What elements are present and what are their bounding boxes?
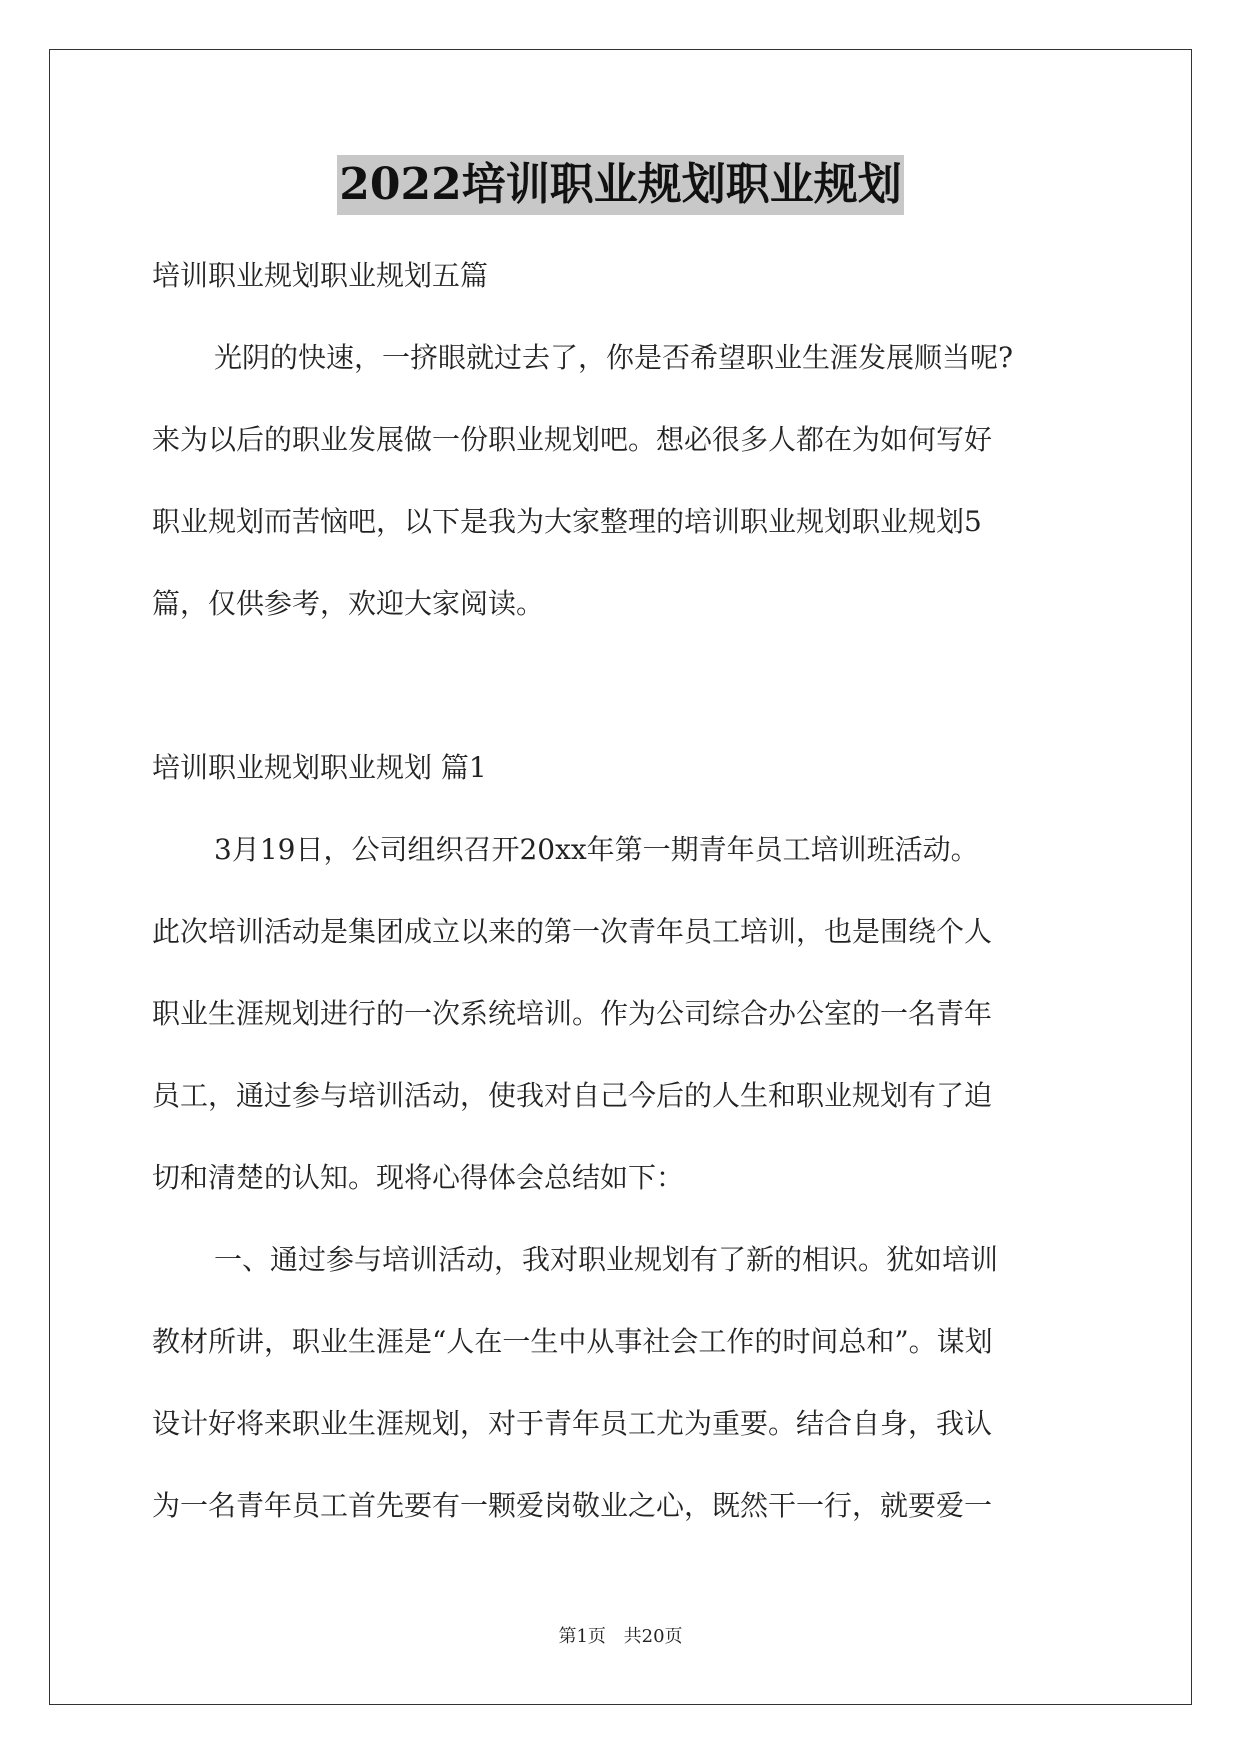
paragraph-line: 此次培训活动是集团成立以来的第一次青年员工培训，也是围绕个人 — [152, 915, 993, 948]
page-footer — [0, 1622, 1241, 1648]
paragraph-line: 职业生涯规划进行的一次系统培训。作为公司综合办公室的一名青年 — [152, 997, 993, 1030]
paragraph-line: 篇，仅供参考，欢迎大家阅读。 — [152, 587, 545, 620]
document-body — [152, 235, 1092, 1547]
paragraph-line: 一、通过参与培训活动，我对职业规划有了新的相识。犹如培训 — [214, 1243, 999, 1276]
paragraph-line: 为一名青年员工首先要有一颗爱岗敬业之心，既然干一行，就要爱一 — [152, 1489, 993, 1522]
paragraph-line: 职业规划而苦恼吧，以下是我为大家整理的培训职业规划职业规划5 — [152, 505, 982, 538]
page-total: 共20页 — [623, 1626, 683, 1647]
paragraph-line: 3月19日，公司组织召开20xx年第一期青年员工培训班活动。 — [214, 833, 979, 866]
document-title: 2022培训职业规划职业规划 — [337, 155, 903, 215]
title-container — [0, 155, 1241, 215]
paragraph-line: 来为以后的职业发展做一份职业规划吧。想必很多人都在为如何写好 — [152, 423, 993, 456]
paragraph-line: 光阴的快速，一挤眼就过去了，你是否希望职业生涯发展顺当呢? — [214, 341, 1014, 374]
subtitle-line: 培训职业规划职业规划五篇 — [152, 259, 489, 292]
paragraph-line: 教材所讲，职业生涯是“人在一生中从事社会工作的时间总和”。谋划 — [152, 1325, 993, 1358]
page-number: 第1页 — [558, 1626, 606, 1647]
paragraph-line: 员工，通过参与培训活动，使我对自己今后的人生和职业规划有了迫 — [152, 1079, 993, 1112]
paragraph-line: 切和清楚的认知。现将心得体会总结如下： — [152, 1161, 685, 1194]
paragraph-line: 设计好将来职业生涯规划，对于青年员工尤为重要。结合自身，我认 — [152, 1407, 993, 1440]
section-heading: 培训职业规划职业规划 篇1 — [152, 751, 487, 784]
blank-line — [152, 645, 1092, 727]
